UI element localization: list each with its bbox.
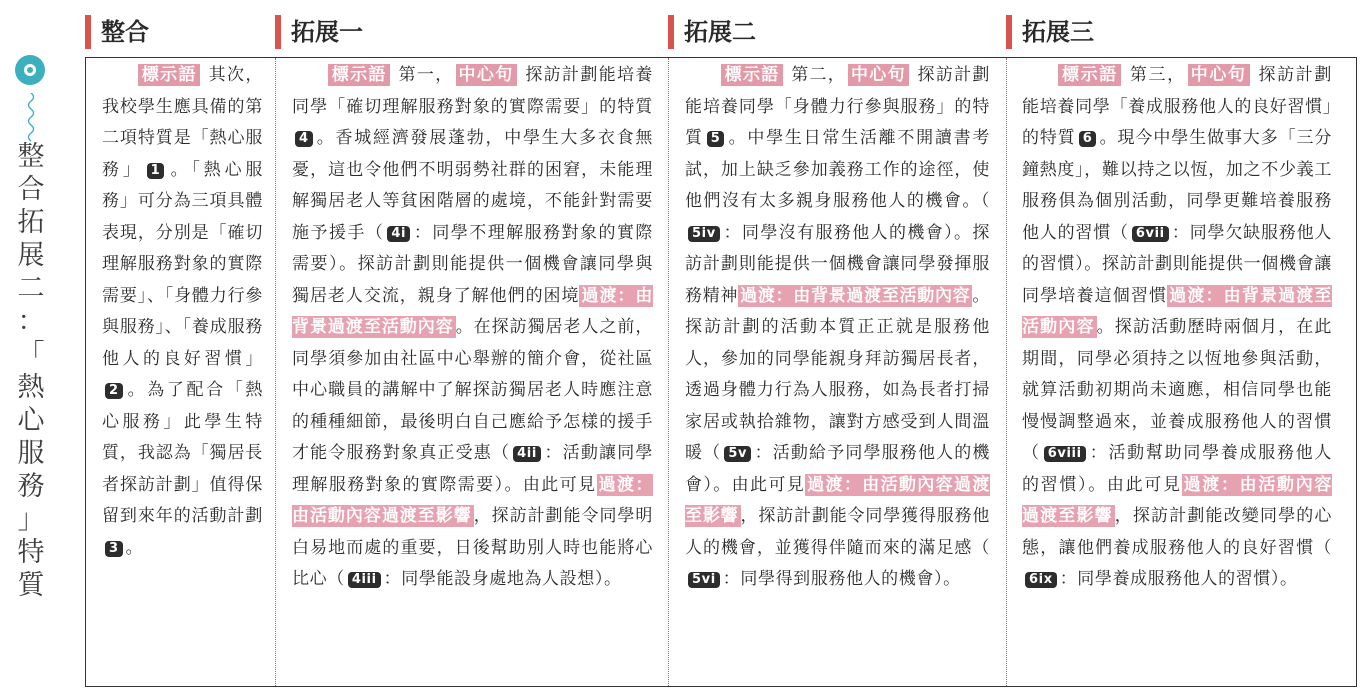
label-tag: 標示語 xyxy=(721,64,783,86)
side-title-char: 展 xyxy=(17,240,45,271)
side-title-char: ： xyxy=(17,306,45,337)
body-text: 。 xyxy=(125,537,144,558)
body-text: 第二， xyxy=(784,65,847,85)
body-text: 。現今中學生做事大多「三分鐘熱度」，難以持之以恆，加之不少義工服務俱為個別活動，同學更難培養服務他人的習慣（ xyxy=(1022,128,1332,243)
reference-number-badge: 5v xyxy=(724,446,751,462)
side-title-char: 熱 xyxy=(17,372,45,403)
header-label: 拓展三 xyxy=(1022,17,1094,46)
reference-number-badge: 3 xyxy=(105,541,123,557)
body-text: ：同學養成服務他人的習慣）。 xyxy=(1059,569,1298,589)
column-integration xyxy=(102,60,263,684)
transition-highlight: 過渡：由活動內容過渡至影響 xyxy=(685,474,991,526)
reference-number-badge: 6vii xyxy=(1132,226,1169,242)
body-text: 。「熱心服務」可分為三項具體表現，分別是「確切理解服務對象的實際需要」、「身體力行參與服務」、「養成服務他人的良好習慣」 xyxy=(102,159,263,369)
header-label: 拓展二 xyxy=(684,17,756,46)
side-title-char: 服 xyxy=(17,438,45,469)
header-accent-bar xyxy=(85,15,91,49)
header-label: 拓展一 xyxy=(291,17,363,46)
squiggle-icon xyxy=(25,93,37,145)
body-text: ：同學不理解服務對象的實際需要）。探訪計劃則能提供一個機會讓同學與獨居老人交流，親身了解他們的困境 xyxy=(292,222,653,306)
reference-number-badge: 6viii xyxy=(1044,446,1086,462)
column-divider xyxy=(1006,58,1007,686)
transition-highlight: 過渡：由活動內容過渡至影響 xyxy=(1022,474,1332,526)
side-title-char: 質 xyxy=(17,570,45,601)
column-extension-1 xyxy=(292,60,653,684)
body-text: 。探訪計劃的活動本質正正就是服務他人，參加的同學能親身拜訪獨居長者，透過身體力行為人服務，如為長者打掃家居或執拾雜物，讓對方感受到人間溫暖（ xyxy=(685,285,990,463)
body-text: ：同學得到服務他人的機會）。 xyxy=(722,569,961,589)
body-text: ：同學能設身處地為人設想）。 xyxy=(383,569,622,589)
label-tag: 中心句 xyxy=(1188,64,1250,86)
body-text: ：同學欠缺服務他人的習慣）。探訪計劃則能提供一個機會讓同學培養這個習慣 xyxy=(1022,222,1332,306)
body-text: 其次，我校學生應具備的第二項特質是「熱心服務」 xyxy=(102,65,263,180)
label-tag: 中心句 xyxy=(848,64,909,86)
label-tag: 中心句 xyxy=(456,64,517,86)
body-text: ：活動幫助同學養成服務他人的習慣）。由此可見 xyxy=(1022,443,1332,495)
body-text: 。為了配合「熱心服務」此學生特質，我認為「獨居長者探訪計劃」值得保留到來年的活動計劃 xyxy=(102,380,263,526)
paragraph xyxy=(1022,60,1332,596)
side-title-char: 整 xyxy=(17,141,45,172)
side-title-char: 二 xyxy=(17,273,45,304)
reference-number-badge: 6ix xyxy=(1025,572,1057,588)
side-title-char: 務 xyxy=(17,471,45,502)
header-accent-bar xyxy=(668,15,674,49)
reference-number-badge: 4i xyxy=(387,226,410,242)
body-text: 探訪計劃能培養同學「身體力行參與服務」的特質 xyxy=(685,65,990,148)
column-divider xyxy=(275,58,276,686)
column-divider xyxy=(668,58,669,686)
body-text: ，探訪計劃能令同學獲得服務他人的機會，並獲得伴隨而來的滿足感（ xyxy=(685,506,990,558)
body-text: ：活動讓同學理解服務對象的實際需要）。由此可見 xyxy=(292,443,653,495)
body-text: 探訪計劃能培養同學「確切理解服務對象的實際需要」的特質 xyxy=(292,65,653,117)
reference-number-badge: 6 xyxy=(1079,131,1097,147)
reference-number-badge: 2 xyxy=(105,383,123,399)
column-extension-3 xyxy=(1022,60,1332,684)
header-accent-bar xyxy=(275,15,281,49)
vertical-section-title xyxy=(14,140,48,602)
body-text: ，探訪計劃能改變同學的心態，讓他們養成服務他人的良好習慣（ xyxy=(1022,506,1332,558)
body-text: 第一， xyxy=(391,65,454,85)
transition-highlight: 過渡：由背景過渡至活動內容 xyxy=(740,285,971,306)
body-text: ：同學沒有服務他人的機會）。探訪計劃則能提供一個機會讓同學發揮服務精神 xyxy=(685,222,990,306)
side-title-char: 拓 xyxy=(17,207,45,238)
side-title-char: 合 xyxy=(17,174,45,205)
circle-icon xyxy=(15,55,45,85)
paragraph xyxy=(102,60,263,564)
side-title-char: 特 xyxy=(17,537,45,568)
reference-number-badge: 5iv xyxy=(688,226,720,242)
side-title-char: 」 xyxy=(17,504,45,535)
side-title-char: 「 xyxy=(17,339,45,370)
reference-number-badge: 5vi xyxy=(688,572,720,588)
label-tag: 標示語 xyxy=(1058,64,1121,86)
reference-number-badge: 1 xyxy=(147,163,165,179)
column-extension-2 xyxy=(685,60,990,684)
label-tag: 標示語 xyxy=(328,64,390,86)
body-text: 探訪計劃能培養同學「養成服務他人的良好習慣」的特質 xyxy=(1022,65,1332,148)
body-text: 第三， xyxy=(1122,65,1186,85)
header-label: 整合 xyxy=(101,17,149,46)
header-accent-bar xyxy=(1006,15,1012,49)
body-text: 。探訪活動歷時兩個月，在此期間，同學必須持之以恆地參與活動，就算活動初期尚未適應，相信同學也能慢慢調整過來，並養成服務他人的習慣（ xyxy=(1022,317,1332,463)
body-text: 。在探訪獨居老人之前，同學須參加由社區中心舉辦的簡介會，從社區中心職員的講解中了解探訪獨居老人時應注意的種種細節，最後明白自己應給予怎樣的援手才能令服務對象真正受惠（ xyxy=(292,317,653,463)
paragraph xyxy=(685,60,990,596)
side-title-char: 心 xyxy=(17,405,45,436)
body-text: ：活動給予同學服務他人的機會）。由此可見 xyxy=(685,443,990,495)
body-text: ，探訪計劃能令同學明白易地而處的重要，日後幫助別人時也能將心比心（ xyxy=(292,506,654,589)
body-text: 。中學生日常生活離不開讀書考試，加上缺乏參加義務工作的途徑，使他們沒有太多親身服務他人的機會。（ xyxy=(685,128,990,211)
reference-number-badge: 4 xyxy=(295,131,313,147)
paragraph xyxy=(292,60,653,596)
transition-highlight: 過渡：由背景過渡至活動內容 xyxy=(1022,285,1332,337)
transition-highlight: 過渡：由背景過渡至活動內容 xyxy=(292,285,653,337)
transition-highlight: 過渡：由活動內容過渡至影響 xyxy=(292,474,653,526)
reference-number-badge: 5 xyxy=(707,131,725,147)
reference-number-badge: 4ii xyxy=(513,446,541,462)
label-tag: 標示語 xyxy=(138,64,200,86)
body-text: 。香城經濟發展蓬勃，中學生大多衣食無憂，這也令他們不明弱勢社群的困窘，未能理解獨居老人等貧困階層的處境，不能針對需要施予援手（ xyxy=(292,128,653,243)
reference-number-badge: 4iii xyxy=(348,572,381,588)
